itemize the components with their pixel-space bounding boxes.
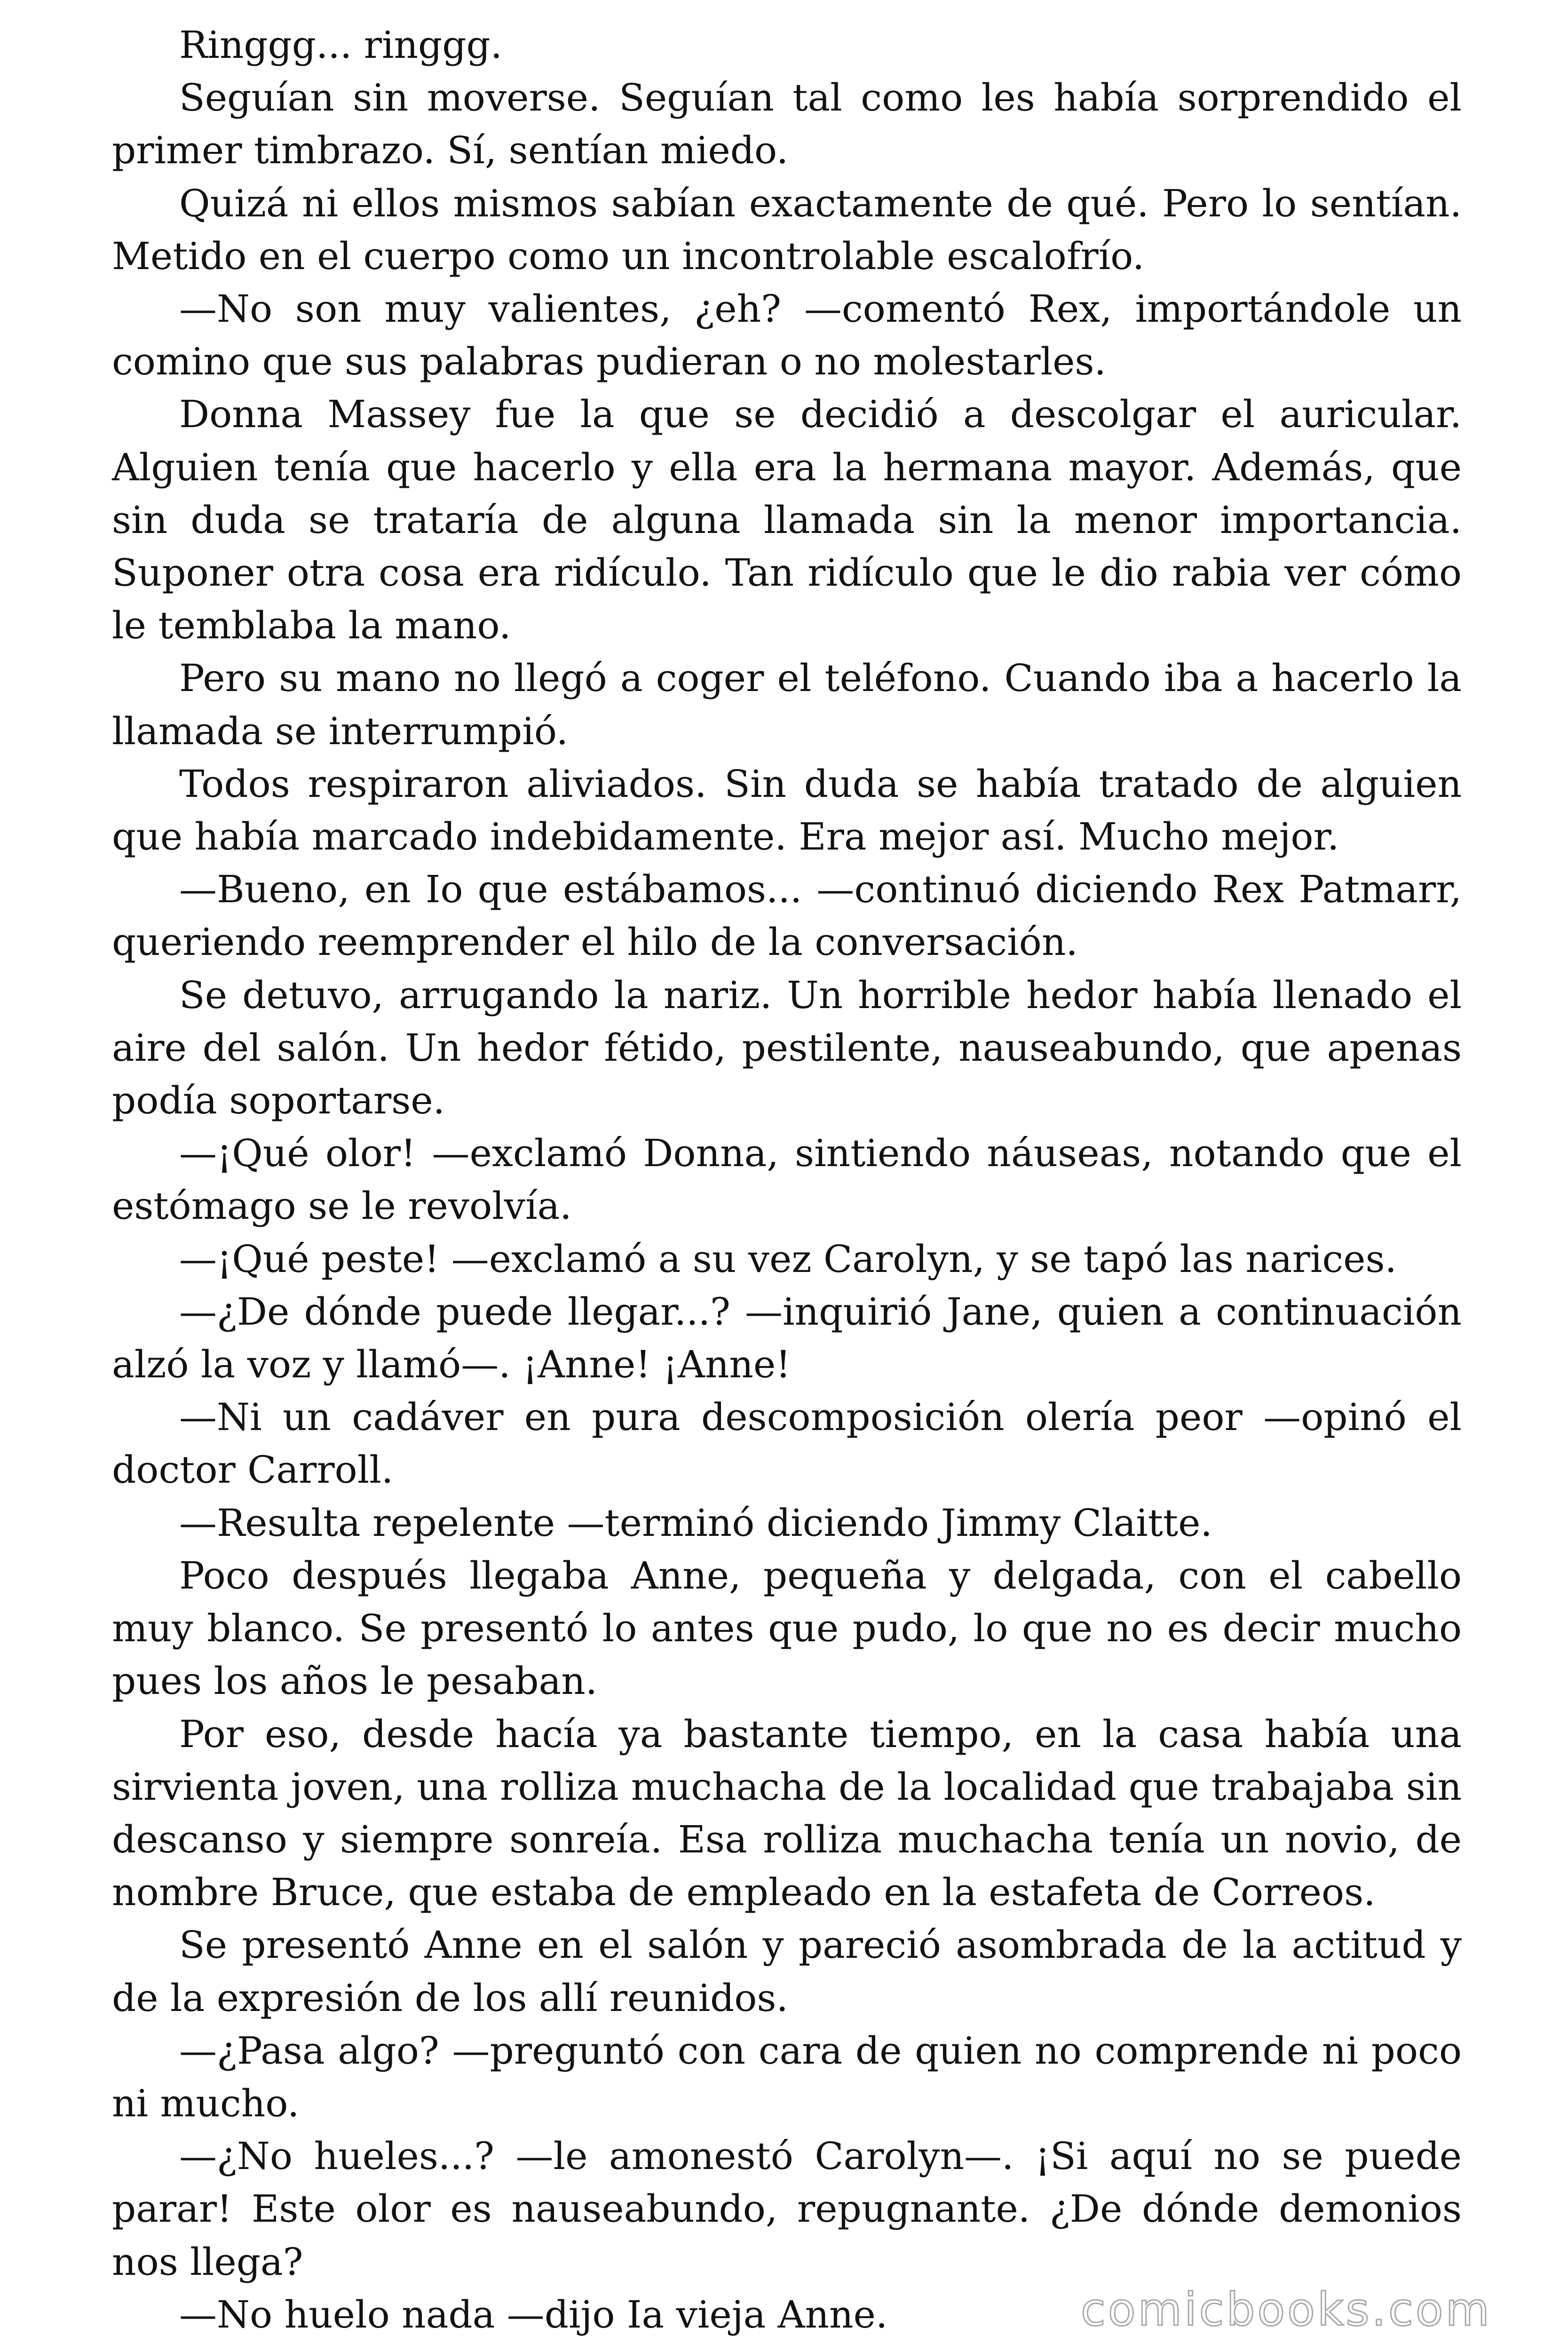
paragraph: Pero su mano no llegó a coger el teléfono. Cuando iba a hacerlo la llamada se interrumpió. <box>112 656 1462 753</box>
paragraph: —¿No hueles...? —le amonestó Carolyn—. ¡Si aquí no se puede parar! Este olor es nauseabundo, repugnante. ¿De dónde demonios nos llega? <box>112 2134 1462 2284</box>
paragraph: —¿De dónde puede llegar...? —inquirió Jane, quien a continuación alzó la voz y llamó—. ¡Anne! ¡Anne! <box>112 1289 1462 1387</box>
paragraph: Se detuvo, arrugando la nariz. Un horrible hedor había llenado el aire del salón. Un hedor fétido, pestilente, nauseabundo, que apenas podía soportarse. <box>112 973 1462 1123</box>
paragraph: Donna Massey fue la que se decidió a descolgar el auricular. Alguien tenía que hacerlo y ella era la hermana mayor. Además, que sin duda se trataría de alguna llamada sin la menor importancia. Suponer otra cosa era ridículo. Tan ridículo que le dio rabia ver cómo le temblaba la mano. <box>112 392 1462 648</box>
paragraph: —Resulta repelente —terminó diciendo Jimmy Claitte. <box>179 1501 1212 1545</box>
paragraph: Seguían sin moverse. Seguían tal como les había sorprendido el primer timbrazo. Sí, sentían miedo. <box>112 76 1462 173</box>
paragraph: Todos respiraron aliviados. Sin duda se había tratado de alguien que había marcado indebidamente. Era mejor así. Mucho mejor. <box>112 762 1462 859</box>
paragraph: —¿Pasa algo? —preguntó con cara de quien no comprende ni poco ni mucho. <box>112 2028 1462 2125</box>
paragraph: Poco después llegaba Anne, pequeña y delgada, con el cabello muy blanco. Se presentó lo antes que pudo, lo que no es decir mucho pues los años le pesaban. <box>112 1553 1462 1703</box>
paragraph: —Ni un cadáver en pura descomposición olería peor —opinó el doctor Carroll. <box>112 1395 1462 1492</box>
paragraph: —No huelo nada —dijo Ia vieja Anne. <box>179 2292 888 2336</box>
paragraph: Se presentó Anne en el salón y pareció asombrada de la actitud y de la expresión de los allí reunidos. <box>112 1923 1462 2020</box>
paragraph: Por eso, desde hacía ya bastante tiempo, en la casa había una sirvienta joven, una rolliza muchacha de la localidad que trabajaba sin descanso y siempre sonreía. Esa rolliza muchacha tenía un novio, de nombre Bruce, que estaba de empleado en la estafeta de Correos. <box>112 1712 1462 1915</box>
book-page <box>112 19 1462 2336</box>
paragraph: —¡Qué olor! —exclamó Donna, sintiendo náuseas, notando que el estómago se le revolvía. <box>112 1131 1462 1228</box>
watermark: comicbooks.com <box>1080 2283 1492 2336</box>
paragraph: —¡Qué peste! —exclamó a su vez Carolyn, y se tapó las narices. <box>179 1237 1397 1281</box>
paragraph: —No son muy valientes, ¿eh? —comentó Rex, importándole un comino que sus palabras pudieran o no molestarles. <box>112 287 1462 384</box>
paragraph: Ringgg... ringgg. <box>179 23 503 67</box>
paragraph: Quizá ni ellos mismos sabían exactamente de qué. Pero lo sentían. Metido en el cuerpo como un incontrolable escalofrío. <box>112 181 1462 278</box>
paragraph: —Bueno, en Io que estábamos... —continuó diciendo Rex Patmarr, queriendo reemprender el hilo de la conversación. <box>112 867 1462 964</box>
